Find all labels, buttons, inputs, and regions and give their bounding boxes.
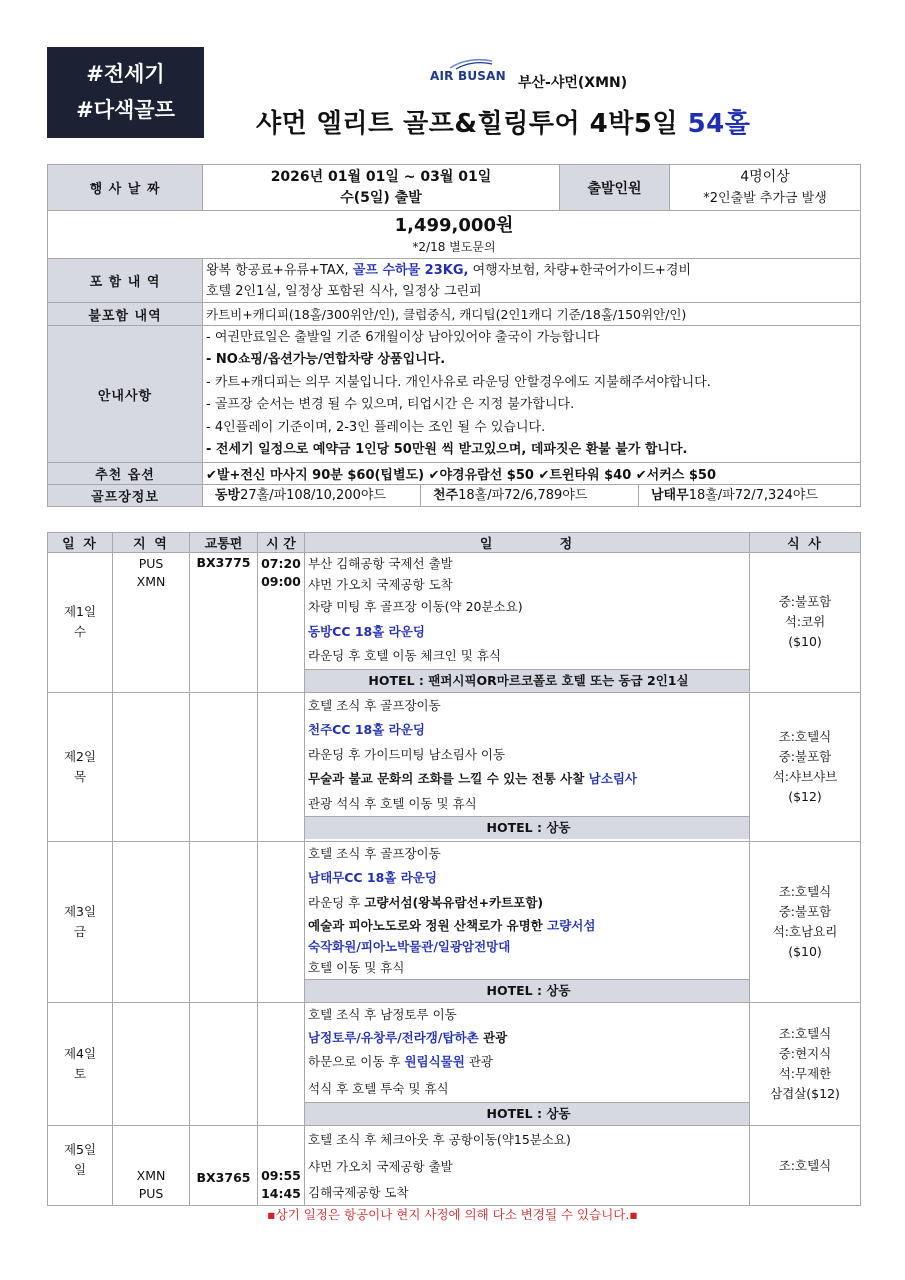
notice-item: - 전세기 일정으로 예약금 1인당 50만원 씩 받고있으며, 데파짓은 환불 불가 합니다. bbox=[206, 442, 688, 457]
golf-course-3: 남태무18홀/파72/7,324야드 bbox=[651, 488, 818, 503]
time-cell bbox=[258, 841, 305, 1003]
region-cell bbox=[113, 1003, 190, 1126]
golf-course-2: 천주18홀/파72/6,789야드 bbox=[421, 485, 639, 506]
exclude-label: 불포함 내역 bbox=[48, 303, 203, 326]
airline-logo bbox=[430, 58, 510, 88]
price-cell bbox=[48, 211, 861, 259]
meal-cell: 조:호텔식 중:불포함 석:샤브샤브 ($12) bbox=[750, 692, 861, 841]
include-part-1: 왕복 항공료+유류+TAX, bbox=[206, 262, 353, 278]
include-label: 포 함 내 역 bbox=[48, 259, 203, 303]
schedule-row bbox=[48, 1126, 861, 1206]
price: 1,499,000원 bbox=[394, 214, 514, 236]
airline-name: AIR BUSAN bbox=[430, 69, 506, 83]
meal-cell: 조:호텔식 중:현지식 석:무제한 삼겹살($12) bbox=[750, 1003, 861, 1126]
time-cell bbox=[258, 1003, 305, 1126]
notice-item: - 4인플레이 기준이며, 2-3인 플레이는 조인 될 수 있습니다. bbox=[206, 419, 546, 435]
hashtag-2: #다색골프 bbox=[76, 98, 175, 122]
header-transport: 교통편 bbox=[190, 533, 258, 553]
meal-cell: 조:호텔식 bbox=[750, 1126, 861, 1206]
meal-cell: 조:호텔식 중:불포함 석:호남요리 ($10) bbox=[750, 841, 861, 1003]
flight-cell bbox=[190, 1003, 258, 1126]
region-cell bbox=[113, 692, 190, 841]
time-cell bbox=[258, 692, 305, 841]
itinerary-cell: 부산 김해공항 국제선 출발 샤먼 가오치 국제공항 도착 차량 미팅 후 골프장 이동(약 20분소요) 동방CC 18홀 라운딩 라운딩 후 호텔 이동 체크인 및 휴식 HOTEL : 팬퍼시픽OR마르코폴로 호텔 또는 동급 2인1실 bbox=[305, 553, 750, 693]
hotel-line: HOTEL : 상동 bbox=[305, 1102, 749, 1125]
date-value bbox=[203, 165, 560, 211]
itinerary-cell: 호텔 조식 후 남정토루 이동 남정토루/유창루/전라갱/탑하촌 관광 하문으로 이동 후 원림식물원 관광 석식 후 호텔 투숙 및 휴식 HOTEL : 상동 bbox=[305, 1003, 750, 1126]
include-line-2: 호텔 2인1실, 일정상 포함된 식사, 일정상 그린피 bbox=[206, 283, 482, 299]
hotel-line: HOTEL : 팬퍼시픽OR마르코폴로 호텔 또는 동급 2인1실 bbox=[305, 669, 749, 692]
date-weekday: 수(5일) 출발 bbox=[340, 189, 422, 206]
hashtag-1: #전세기 bbox=[86, 62, 165, 86]
notice-label: 안내사항 bbox=[48, 326, 203, 463]
time-cell: 07:20 09:00 bbox=[258, 553, 305, 693]
exclude-value: 카트비+캐디피(18홀/300위안/인), 클럽중식, 캐디팁(2인1캐디 기준/18홀/150위안/인) bbox=[203, 303, 861, 326]
date-label: 행 사 날 짜 bbox=[48, 165, 203, 211]
golf-info bbox=[203, 485, 861, 507]
itinerary-cell: 호텔 조식 후 체크아웃 후 공항이동(약15분소요) 샤먼 가오치 국제공항 출발 김해국제공항 도착 bbox=[305, 1126, 750, 1206]
time-cell: 09:55 14:45 bbox=[258, 1126, 305, 1206]
include-luggage: 골프 수하물 23KG, bbox=[352, 262, 469, 278]
header-region: 지 역 bbox=[113, 533, 190, 553]
depart-label: 출발인원 bbox=[560, 165, 670, 211]
depart-note: *2인출발 추가금 발생 bbox=[703, 190, 827, 206]
hotel-line: HOTEL : 상동 bbox=[305, 979, 749, 1002]
price-note: *2/18 별도문의 bbox=[412, 239, 496, 254]
title-main: 샤먼 엘리트 골프&힐링투어 4박5일 bbox=[256, 109, 688, 139]
flight-cell: BX3765 bbox=[190, 1126, 258, 1206]
flight-cell: BX3775 bbox=[190, 553, 258, 693]
title-highlight: 54홀 bbox=[687, 109, 751, 139]
flight-cell bbox=[190, 692, 258, 841]
region-cell: PUS XMN bbox=[113, 553, 190, 693]
include-value bbox=[203, 259, 861, 303]
route-label: 부산-샤먼(XMN) bbox=[518, 75, 628, 91]
schedule-row bbox=[48, 1003, 861, 1126]
itinerary-cell: 호텔 조식 후 골프장이동 천주CC 18홀 라운딩 라운딩 후 가이드미팅 남소림사 이동 무술과 불교 문화의 조화를 느낄 수 있는 전통 사찰 남소림사 관광 석식 후 호텔 이동 및 휴식 HOTEL : 상동 bbox=[305, 692, 750, 841]
header-time: 시 간 bbox=[258, 533, 305, 553]
region-cell: XMN PUS bbox=[113, 1126, 190, 1206]
schedule-table bbox=[47, 532, 861, 1206]
itinerary-cell: 호텔 조식 후 골프장이동 남태무CC 18홀 라운딩 라운딩 후 고량서섬(왕복유람선+카트포함) 예술과 피아노도로와 정원 산책로가 유명한 고량서섬 숙작화원/피아노박물관/일광암전망대 호텔 이동 및 휴식 HOTEL : 상동 bbox=[305, 841, 750, 1003]
notice-item: - 카트+캐디피는 의무 지불입니다. 개인사유로 라운딩 안할경우에도 지불해주셔야합니다. bbox=[206, 374, 711, 390]
schedule-row bbox=[48, 841, 861, 1003]
meal-cell: 중:불포함 석:코위 ($10) bbox=[750, 553, 861, 693]
hashtag-box bbox=[47, 47, 204, 138]
golf-course-1: 동방27홀/파108/10,200야드 bbox=[203, 485, 421, 506]
day-cell: 제1일 수 bbox=[48, 553, 113, 693]
depart-value bbox=[670, 165, 861, 211]
flight-cell bbox=[190, 841, 258, 1003]
schedule-row bbox=[48, 692, 861, 841]
schedule-header bbox=[48, 533, 861, 553]
schedule-row bbox=[48, 553, 861, 693]
notice-item: - NO쇼핑/옵션가능/연합차량 상품입니다. bbox=[206, 352, 446, 367]
golf-label: 골프장정보 bbox=[48, 485, 203, 507]
notice-item: - 여권만료일은 출발일 기준 6개월이상 남아있어야 출국이 가능합니다 bbox=[206, 329, 600, 345]
include-part-3: 여행자보험, 차량+한국어가이드+경비 bbox=[468, 262, 692, 278]
day-cell: 제5일 일 bbox=[48, 1126, 113, 1206]
footnote: ▪상기 일정은 항공이나 현지 사정에 의해 다소 변경될 수 있습니다.▪ bbox=[267, 1207, 638, 1222]
header-itinerary: 일 정 bbox=[305, 533, 750, 553]
option-value: ✔발+전신 마사지 90분 $60(팁별도) ✔야경유람선 $50 ✔트윈타워 $40 ✔서커스 $50 bbox=[203, 463, 861, 485]
notice-item: - 골프장 순서는 변경 될 수 있으며, 티업시간 은 지정 불가합니다. bbox=[206, 397, 575, 412]
info-table bbox=[47, 164, 861, 507]
hotel-line: HOTEL : 상동 bbox=[305, 816, 749, 839]
page-title bbox=[256, 103, 750, 140]
day-cell: 제4일 토 bbox=[48, 1003, 113, 1126]
header-day: 일 자 bbox=[48, 533, 113, 553]
option-label: 추천 옵션 bbox=[48, 463, 203, 485]
notice-list bbox=[203, 326, 861, 463]
header-meal: 식 사 bbox=[750, 533, 861, 553]
depart-min: 4명이상 bbox=[740, 168, 790, 185]
day-cell: 제2일 목 bbox=[48, 692, 113, 841]
region-cell bbox=[113, 841, 190, 1003]
date-range: 2026년 01월 01일 ~ 03월 01일 bbox=[270, 168, 492, 185]
day-cell: 제3일 금 bbox=[48, 841, 113, 1003]
